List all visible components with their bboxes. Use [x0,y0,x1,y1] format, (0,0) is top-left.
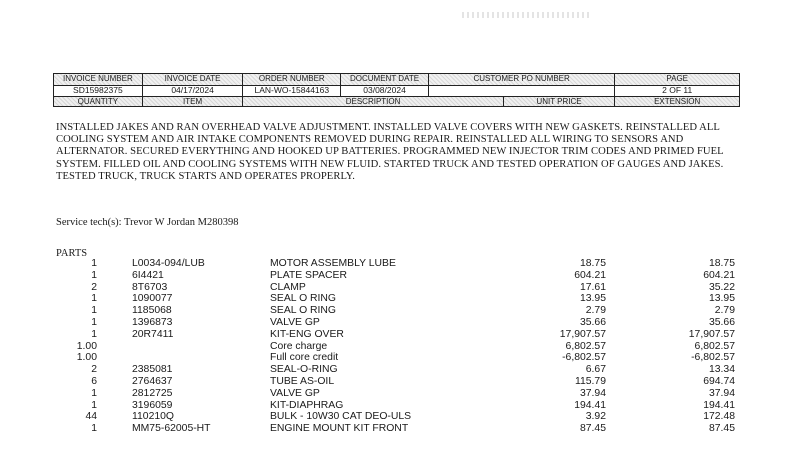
part-unit-price: 35.66 [579,316,606,328]
quantity-column-header: QUANTITY [54,96,143,106]
part-extension: -6,802.57 [691,352,735,364]
part-unit-price: 604.21 [574,269,606,281]
part-description: ENGINE MOUNT KIT FRONT [270,423,409,435]
part-description: VALVE GP [270,316,320,328]
customer-po-value [429,85,615,96]
table-row [0,293,798,305]
part-description: TUBE AS-OIL [270,375,335,387]
invoice-date-label: INVOICE DATE [143,74,244,85]
header-label-row [54,74,739,85]
document-date-label: DOCUMENT DATE [341,74,429,85]
part-quantity: 1 [91,269,97,281]
item-column-header: ITEM [143,96,244,106]
parts-heading: PARTS [56,248,88,259]
order-number-label: ORDER NUMBER [243,74,341,85]
table-row [0,423,798,435]
part-description: SEAL-O-RING [270,364,338,376]
description-column-header: DESCRIPTION [243,96,503,106]
part-item-number: 1090077 [132,293,173,305]
part-unit-price: 115.79 [574,375,606,387]
part-extension: 13.34 [708,364,735,376]
part-quantity: 1 [91,305,97,317]
part-extension: 17,907.57 [688,328,735,340]
part-description: Core charge [270,340,328,352]
part-item-number: 1396873 [132,316,173,328]
part-item-number: 2812725 [132,387,173,399]
part-quantity: 44 [85,411,97,423]
scan-artifact [462,12,592,18]
part-unit-price: -6,802.57 [562,352,606,364]
table-row [0,400,798,412]
part-unit-price: 6.67 [585,364,606,376]
part-item-number: MM75-62005-HT [132,423,211,435]
part-extension: 194.41 [703,399,735,411]
customer-po-label: CUSTOMER PO NUMBER [429,74,615,85]
part-unit-price: 87.45 [579,423,606,435]
part-item-number: 2385081 [132,364,173,376]
part-quantity: 2 [91,281,97,293]
part-description: CLAMP [270,281,306,293]
unit-price-column-header: UNIT PRICE [504,96,616,106]
part-quantity: 1 [91,399,97,411]
part-quantity: 6 [91,375,97,387]
table-row [0,411,798,423]
part-unit-price: 18.75 [579,258,606,269]
part-quantity: 1 [91,293,97,305]
table-row [0,282,798,294]
part-extension: 13.95 [708,293,735,305]
table-row [0,329,798,341]
part-unit-price: 194.41 [574,399,606,411]
order-number-value: LAN-WO-15844163 [243,85,341,96]
part-quantity: 1 [91,387,97,399]
part-extension: 35.22 [708,281,735,293]
part-description: SEAL O RING [270,293,337,305]
part-quantity: 1 [91,258,97,269]
invoice-header-table [53,73,740,107]
part-extension: 18.75 [708,258,735,269]
part-description: BULK - 10W30 CAT DEO-ULS [270,411,412,423]
part-unit-price: 37.94 [579,387,606,399]
part-item-number: 20R7411 [132,328,174,340]
column-header-row [54,96,739,106]
part-item-number: 6I4421 [132,269,164,281]
part-extension: 694.74 [703,375,735,387]
part-quantity: 1 [91,423,97,435]
part-unit-price: 2.79 [585,305,606,317]
part-quantity: 1.00 [76,340,97,352]
part-description: PLATE SPACER [270,269,347,281]
part-item-number: L0034-094/LUB [132,258,205,269]
page-label: PAGE [615,74,739,85]
table-row [0,258,798,270]
table-row [0,341,798,353]
part-extension: 2.79 [714,305,735,317]
part-description: Full core credit [270,352,339,364]
part-extension: 172.48 [703,411,735,423]
extension-column-header: EXTENSION [615,96,739,106]
part-extension: 35.66 [708,316,735,328]
part-description: KIT-DIAPHRAG [270,399,344,411]
invoice-date-value: 04/17/2024 [143,85,244,96]
document-date-value: 03/08/2024 [341,85,429,96]
part-quantity: 2 [91,364,97,376]
table-row [0,376,798,388]
work-description: INSTALLED JAKES AND RAN OVERHEAD VALVE ADJUSTMENT. INSTALLED VALVE COVERS WITH NEW GASKETS. REINSTALLED ALL COOLING SYSTEM AND AIR INTAKE COMPONENTS REMOVED DURING REPAIR. REINSTALLED ALL WIRING TO SENSORS AND ALTERNATOR. SECURED EVERYTHING AND HOOKED UP BATTERIES. PROGRAMMED NEW INJECTOR TRIM CODES AND PRIMED FUEL SYSTEM. FILLED OIL AND COOLING SYSTEMS WITH NEW FLUID. STARTED TRUCK AND TESTED OPERATION OF GAUGES AND JAKES. TESTED TRUCK, TRUCK STARTS AND OPERATES PROPERLY. [56,122,724,182]
part-description: SEAL O RING [270,305,337,317]
table-row [0,364,798,376]
parts-list [0,258,798,435]
part-extension: 37.94 [708,387,735,399]
page-value: 2 OF 11 [615,85,739,96]
part-quantity: 1.00 [76,352,97,364]
table-row [0,305,798,317]
invoice-number-value: SD15982375 [54,85,143,96]
table-row [0,317,798,329]
table-row [0,270,798,282]
part-description: KIT-ENG OVER [270,328,344,340]
table-row [0,352,798,364]
part-item-number: 2764637 [132,375,173,387]
part-item-number: 1185068 [132,305,172,317]
part-unit-price: 17,907.57 [559,328,606,340]
part-unit-price: 6,802.57 [565,340,606,352]
part-description: VALVE GP [270,387,320,399]
part-unit-price: 17.61 [579,281,606,293]
part-item-number: 8T6703 [132,281,168,293]
part-description: MOTOR ASSEMBLY LUBE [270,258,396,269]
part-unit-price: 3.92 [585,411,606,423]
header-value-row [54,85,739,96]
part-quantity: 1 [91,328,97,340]
invoice-number-label: INVOICE NUMBER [54,74,143,85]
part-extension: 604.21 [703,269,735,281]
part-extension: 87.45 [708,423,735,435]
part-quantity: 1 [91,316,97,328]
service-tech: Service tech(s): Trevor W Jordan M280398 [56,217,239,228]
part-item-number: 3196059 [132,399,173,411]
part-item-number: 110210Q [132,411,174,423]
table-row [0,388,798,400]
part-extension: 6,802.57 [694,340,735,352]
part-unit-price: 13.95 [579,293,606,305]
